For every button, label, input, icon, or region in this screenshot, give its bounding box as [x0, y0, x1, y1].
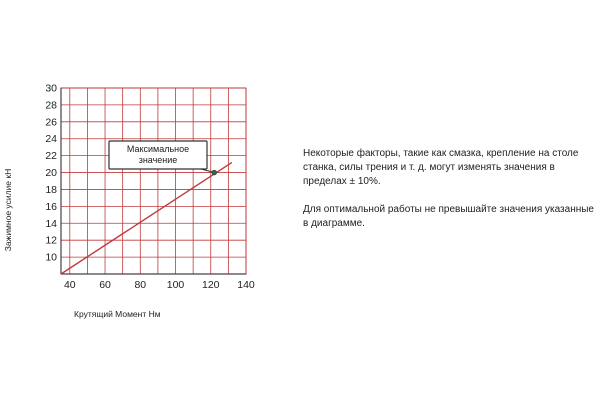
- y-tick-label: 20: [45, 167, 57, 180]
- x-tick-label: 100: [166, 279, 185, 291]
- y-tick-label: 14: [45, 217, 57, 230]
- x-tick-label: 60: [99, 279, 111, 291]
- annotation: [109, 141, 217, 175]
- y-axis-title: Зажимное усилие кН: [3, 168, 13, 252]
- annotation-text: Максимальное: [126, 144, 190, 154]
- x-tick-label: 140: [237, 279, 255, 291]
- plot-frame: [61, 88, 246, 274]
- description-paragraph-2: Для оптимальной работы не превышайте значения указанные в диаграмме.: [303, 204, 594, 229]
- chart: [0, 0, 290, 400]
- x-axis-title: Крутящий Момент Нм: [74, 309, 161, 319]
- x-tick-label: 40: [63, 279, 76, 291]
- chart-svg: [0, 0, 290, 400]
- y-tick-label: 10: [45, 251, 57, 264]
- grid: [61, 88, 246, 274]
- y-tick-label: 26: [45, 116, 57, 129]
- max-value-marker: [212, 170, 217, 175]
- y-tick-label: 22: [45, 150, 57, 163]
- y-tick-label: 24: [45, 133, 57, 146]
- plot-border: [61, 88, 246, 274]
- x-tick-label: 80: [134, 279, 147, 291]
- y-tick-label: 16: [45, 200, 57, 213]
- x-tick-label: 120: [201, 279, 220, 291]
- y-tick-label: 12: [45, 234, 57, 247]
- y-tick-label: 30: [45, 82, 57, 95]
- y-tick-label: 18: [45, 183, 57, 196]
- x-axis: [64, 279, 255, 291]
- y-axis: [45, 83, 57, 264]
- y-tick-label: 28: [45, 99, 57, 112]
- annotation-text: значение: [138, 155, 178, 165]
- description-paragraph-1: Некоторые факторы, такие как смазка, крепление на столе станка, силы трения и т. д. могут изменять значения в пределах ± 10%.: [303, 148, 579, 187]
- description-panel: [303, 147, 595, 245]
